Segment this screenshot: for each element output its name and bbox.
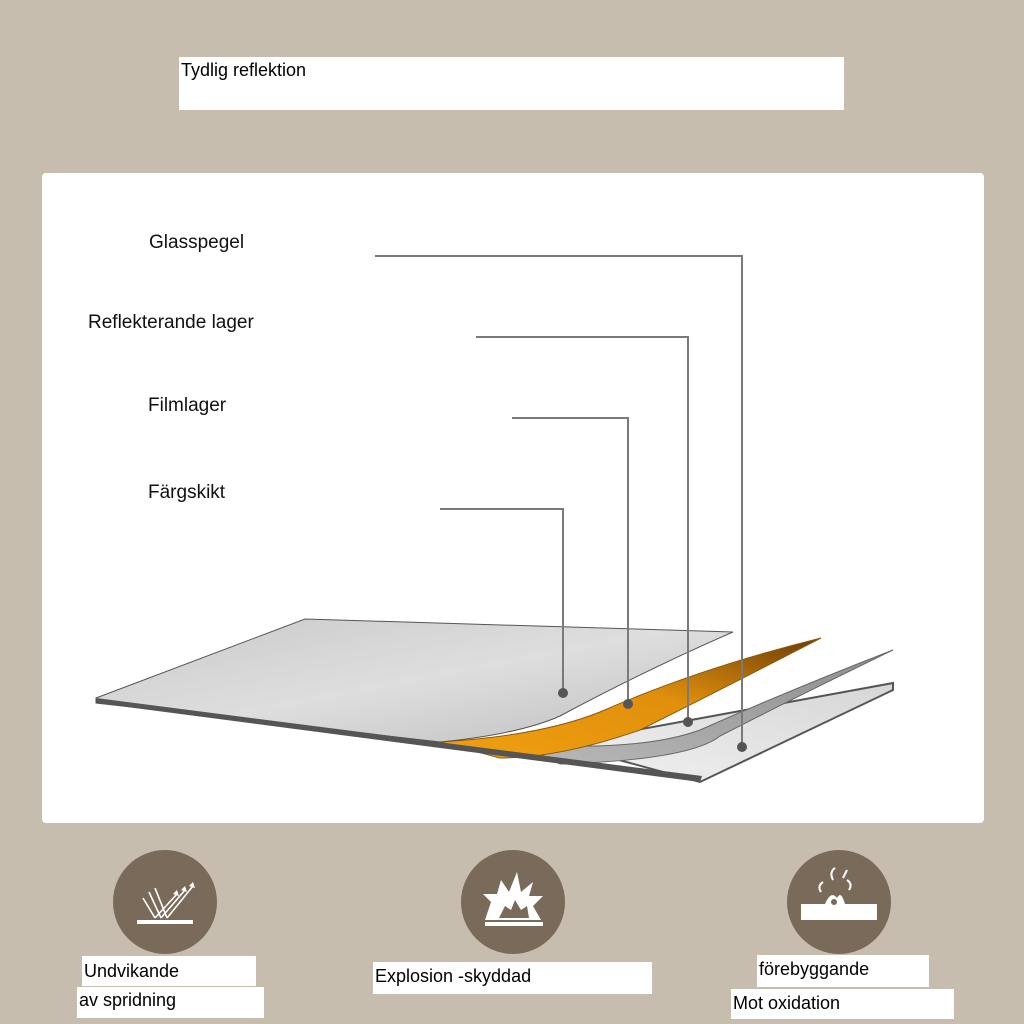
light-reflection-icon — [113, 850, 217, 954]
feature-1-label-line2: av spridning — [77, 987, 264, 1018]
oxidation-icon — [787, 850, 891, 954]
feature-1-label-line1: Undvikande — [82, 956, 256, 986]
explosion-icon — [461, 850, 565, 954]
leader-dot-fargskikt — [558, 688, 568, 698]
leader-dot-reflekterande — [683, 717, 693, 727]
page-title: Tydlig reflektion — [179, 57, 844, 110]
layer-label-glasspegel: Glasspegel — [149, 232, 245, 253]
leader-dot-glasspegel — [737, 742, 747, 752]
feature-3-label-line1: förebyggande — [757, 955, 929, 987]
feature-2-label: Explosion -skyddad — [373, 962, 652, 994]
layer-label-reflekterande-lager: Reflekterande lager — [88, 312, 254, 333]
layer-label-fargskikt: Färgskikt — [148, 482, 226, 503]
feature-3-label-line2: Mot oxidation — [731, 989, 954, 1019]
leader-dot-filmlager — [623, 699, 633, 709]
layer-label-filmlager: Filmlager — [148, 395, 227, 416]
